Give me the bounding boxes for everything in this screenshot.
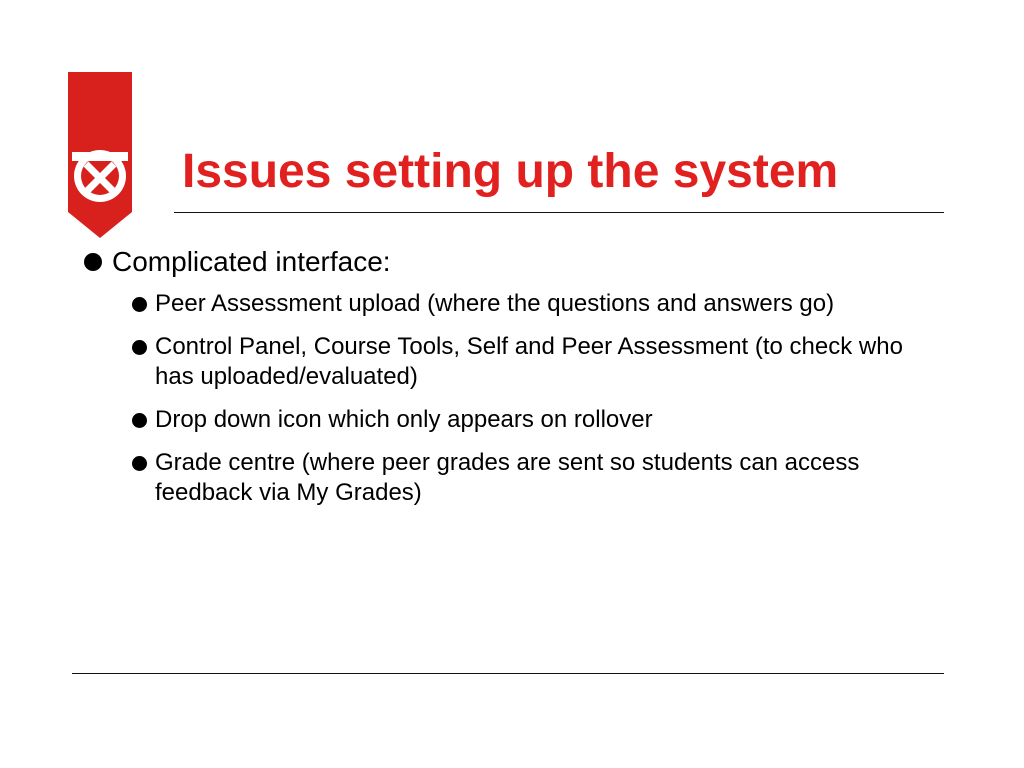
bullet-dot-icon [84,243,112,281]
university-crest-icon [64,72,136,238]
sub-bullet-text: Drop down icon which only appears on rollover [155,406,653,433]
sub-bullet-text: Peer Assessment upload (where the questions and answers go) [155,290,835,317]
sub-bullet-text: Control Panel, Course Tools, Self and Peer Assessment (to check who has uploaded/evaluated) [155,333,903,390]
footer-divider [72,673,944,674]
sub-bullet-item [132,332,944,392]
sub-bullet-item [132,289,944,319]
slide-content [84,243,944,521]
sub-bullet-dot-icon [132,289,155,319]
sub-bullet-list [132,289,944,508]
bullet-complicated-interface [84,243,944,281]
sub-bullet-dot-icon [132,448,155,478]
sub-bullet-text: Grade centre (where peer grades are sent so students can access feedback via My Grades) [155,449,860,506]
sub-bullet-dot-icon [132,405,155,435]
sub-bullet-item [132,405,944,435]
bullet-text: Complicated interface: [112,246,391,277]
sub-bullet-dot-icon [132,332,155,362]
slide-title: Issues setting up the system [182,145,839,198]
title-divider [174,212,944,213]
sub-bullet-item [132,448,944,508]
